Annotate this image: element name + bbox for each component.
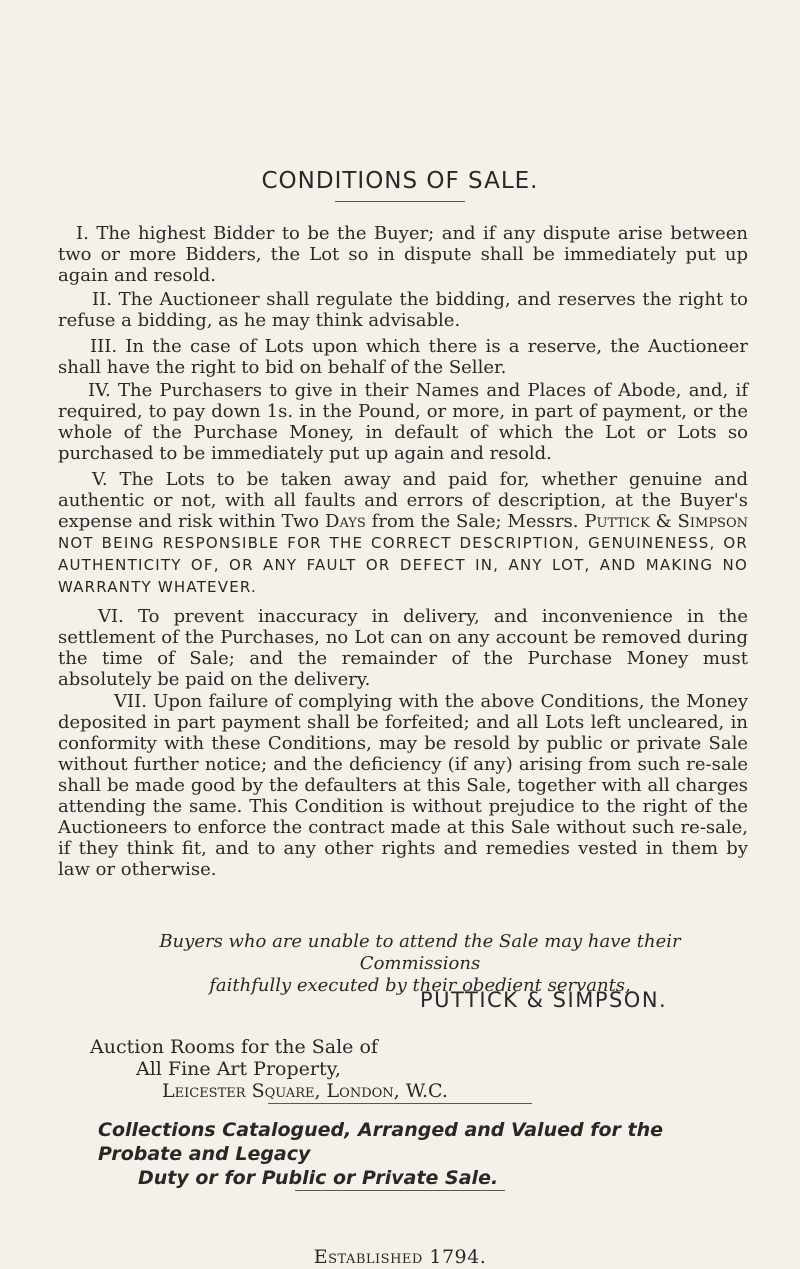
condition-6-number: VI. — [98, 606, 124, 627]
condition-6-text: To prevent inaccuracy in delivery, and inconvenience in the settlement of the Purchases, no Lot can on any account be removed during the time of Sale; and the remainder of the Purchase Money must absolutely be paid on the delivery. — [58, 606, 748, 690]
condition-2-text: The Auctioneer shall regulate the bidding, and reserves the right to refuse a bidding, as he may think advisable. — [58, 289, 748, 331]
condition-4-number: IV. — [88, 380, 111, 401]
collections-note — [98, 1118, 738, 1190]
address-rule — [268, 1103, 532, 1104]
condition-5-firm: Puttick & Simpson — [584, 511, 748, 532]
condition-1-number: I. — [76, 223, 89, 244]
condition-4 — [58, 380, 748, 464]
condition-7 — [58, 691, 748, 880]
commissions-line-2: faithfully executed by their obedient servants, — [209, 975, 631, 996]
condition-5-disclaimer: NOT BEING RESPONSIBLE FOR THE CORRECT DESCRIPTION, GENUINENESS, OR AUTHENTICITY OF, OR ANY FAULT OR DEFECT IN, ANY LOT, AND MAKING NO WARRANTY WHATEVER. — [58, 534, 748, 596]
condition-3 — [58, 336, 748, 378]
page-title: CONDITIONS OF SALE. — [261, 168, 539, 194]
condition-3-number: III. — [90, 336, 118, 357]
condition-7-text: Upon failure of complying with the above Conditions, the Money deposited in part payment shall be forfeited; and all Lots left uncleared, in conformity with these Conditions, may be resold by public or private Sale without further notice; and the deficiency (if any) arising from such re-sale shall be made good by the defaulters at this Sale, together with all charges attending the same. This Condition is without prejudice to the right of the Auctioneers to enforce the contract made at this Sale without such re-sale, if they think fit, and to any other rights and remedies vested in them by law or otherwise. — [58, 691, 748, 880]
condition-5-number: V. — [92, 469, 108, 490]
condition-7-number: VII. — [114, 691, 147, 712]
condition-5-text-b: from the Sale; Messrs. — [371, 511, 579, 532]
condition-6 — [58, 606, 748, 690]
collections-line-2: Duty or for Public or Private Sale. — [138, 1167, 499, 1189]
collections-line-1: Collections Catalogued, Arranged and Valued for the Probate and Legacy — [98, 1119, 663, 1165]
condition-3-text: In the case of Lots upon which there is a reserve, the Auctioneer shall have the right to bid on behalf of the Seller. — [58, 336, 749, 378]
condition-2-number: II. — [92, 289, 112, 310]
condition-1 — [58, 223, 748, 286]
condition-5-days: Days — [325, 511, 366, 532]
commissions-line-1: Buyers who are unable to attend the Sale may have their Commissions — [159, 931, 681, 974]
collections-rule — [295, 1190, 505, 1191]
address-line-1: Auction Rooms for the Sale of — [90, 1036, 378, 1058]
established-line: Established 1794. — [313, 1246, 487, 1268]
address-line-3: Leicester Square, London, W.C. — [162, 1080, 448, 1102]
condition-5-text-a: The Lots to be taken away and paid for, whether genuine and authentic or not, with all faults and errors of description, at the Buyer's expense and risk within Two — [58, 469, 748, 532]
auctioneer-signature: PUTTICK & SIMPSON. — [420, 988, 668, 1012]
condition-1-text: The highest Bidder to be the Buyer; and if any dispute arise between two or more Bidders, the Lot so in dispute shall be immediately put up again and resold. — [58, 223, 748, 286]
condition-4-text: The Purchasers to give in their Names and Places of Abode, and, if required, to pay down 1s. in the Pound, or more, in part of payment, or the whole of the Purchase Money, in default of which the Lot or Lots so purchased to be immediately put up again and resold. — [58, 380, 748, 464]
address-line-2: All Fine Art Property, — [136, 1058, 341, 1080]
condition-2 — [58, 289, 748, 331]
title-rule — [335, 201, 465, 202]
condition-5 — [58, 469, 748, 598]
